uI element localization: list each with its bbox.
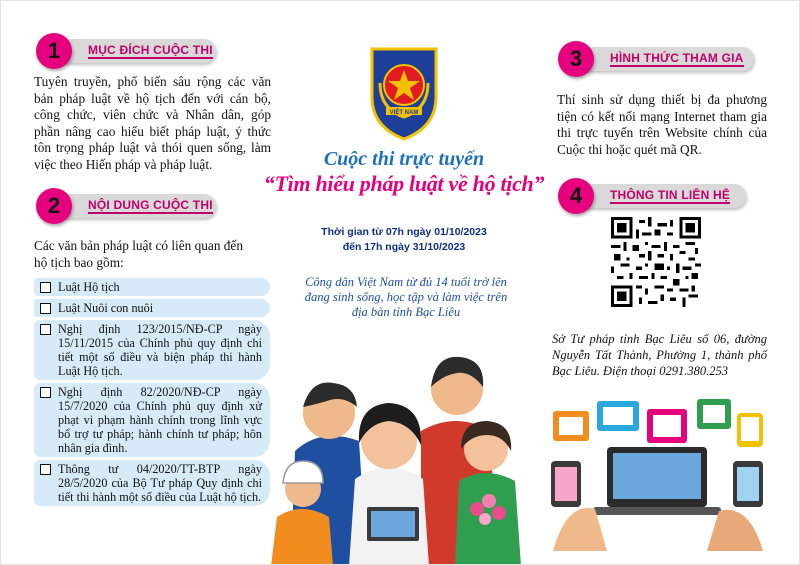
list-item: Luật Nuôi con nuôi — [34, 299, 270, 317]
contact-address: Sở Tư pháp tỉnh Bạc Liêu số 06, đường Nguyễn Tất Thành, Phường 1, thành phố Bạc Liêu. Điện thoại 0291.380.253 — [552, 332, 767, 378]
checkbox-icon — [40, 464, 51, 475]
contest-type-heading: Cuộc thi trực tuyến — [323, 148, 485, 170]
qr-code[interactable] — [611, 217, 701, 307]
list-item: Luật Hộ tịch — [34, 278, 270, 296]
section-number-badge: 2 — [36, 188, 72, 224]
justice-emblem-logo — [366, 43, 442, 141]
section-2-header — [36, 193, 216, 219]
contest-time-start: Thời gian từ 07h ngày 01/10/2023 — [321, 226, 487, 238]
list-item: Nghị định 123/2015/NĐ-CP ngày 15/11/2015 của Chính phủ quy định chi tiết một số điều và biện pháp thi hành Luật Hộ tịch. — [34, 320, 270, 380]
contest-time — [273, 225, 535, 255]
people-illustration — [271, 331, 545, 565]
section-2-intro: Các văn bản pháp luật có liên quan đến hộ tịch bao gồm: — [34, 238, 243, 270]
legal-document-list — [34, 278, 270, 509]
section-1-header — [36, 38, 216, 64]
contest-time-end: đến 17h ngày 31/10/2023 — [342, 241, 466, 253]
list-item: Thông tư 04/2020/TT-BTP ngày 28/5/2020 của Bộ Tư pháp Quy định chi tiết thi hành một số điều của Luật hộ tịch. — [34, 460, 270, 506]
contest-title: “Tìm hiểu pháp luật về hộ tịch” — [263, 171, 545, 196]
section-title: MỤC ĐÍCH CUỘC THI — [88, 43, 213, 57]
participant-description: Công dân Việt Nam từ đủ 14 tuổi trở lên đang sinh sống, học tập và làm việc trên địa bàn tỉnh Bạc Liêu — [304, 275, 508, 319]
section-number-badge: 3 — [558, 41, 594, 77]
checkbox-icon — [40, 387, 51, 398]
checkbox-icon — [40, 282, 51, 293]
section-title: HÌNH THỨC THAM GIA — [610, 51, 744, 65]
checkbox-icon — [40, 303, 51, 314]
svg-text:VIỆT NAM: VIỆT NAM — [389, 110, 419, 116]
checkbox-icon — [40, 324, 51, 335]
section-title: THÔNG TIN LIÊN HỆ — [610, 188, 731, 202]
section-1-text: Tuyên truyền, phổ biến sâu rộng các văn bản pháp luật về hộ tịch đến với cán bộ, công chức, viên chức và Nhân dân, góp phần nâng cao hiểu biết pháp luật, ý thức tôn trọng pháp luật và thói quen sống, làm việc theo Hiến pháp và pháp luật. — [34, 74, 271, 172]
list-item: Nghị định 82/2020/NĐ-CP ngày 15/7/2020 của Chính phủ quy định xử phạt vi phạm hành chính trong lĩnh vực bổ trợ tư pháp; hành chính tư pháp; hôn nhân gia đình. — [34, 383, 270, 457]
section-3-header — [558, 46, 758, 72]
section-number-badge: 1 — [36, 33, 72, 69]
section-4-header — [558, 183, 758, 209]
section-number-badge: 4 — [558, 178, 594, 214]
section-3-text: Thí sinh sử dụng thiết bị đa phương tiện có kết nối mạng Internet tham gia thi trực tuyến trên Website chính của Cuộc thi hoặc quét mã QR. — [557, 92, 767, 157]
section-title: NỘI DUNG CUỘC THI — [88, 198, 213, 212]
technology-illustration — [547, 391, 769, 551]
